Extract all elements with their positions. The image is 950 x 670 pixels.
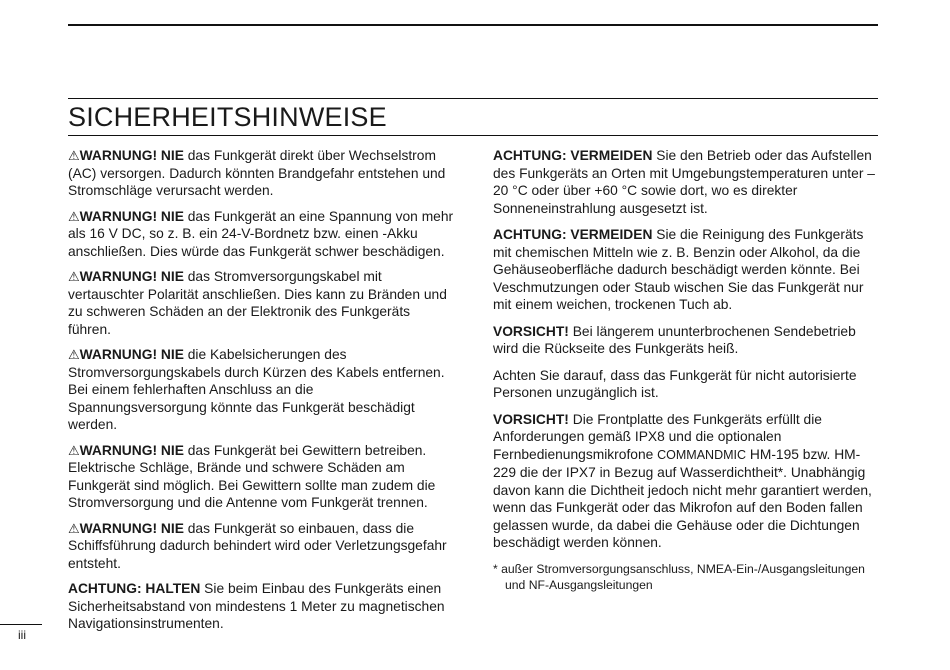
warning-text: das Funkgerät bei Gewittern betreiben. Elektrische Schläge, Brände und schwere Schäden am Funkgerät sind möglich. Bei Gewittern sollte man zudem die Stromversorgung und die Antenne vom Funkgerät trennen. (68, 442, 436, 510)
warning-triangle-icon: ⚠ (68, 347, 80, 362)
footnote: * außer Stromversorgungsanschluss, NMEA-Ein-/Ausgangsleitungen und NF-Ausgangsleitungen (493, 561, 865, 592)
brand-name: COMMANDMIC (657, 447, 747, 462)
warning-triangle-icon: ⚠ (68, 520, 80, 536)
page-title: SICHERHEITSHINWEISE (68, 102, 387, 132)
caution-label: VORSICHT! (493, 323, 569, 339)
warning-text: das Stromversorgungskabel mit vertauschter Polarität anschließen. Dies kann zu Bränden und zu schweren Schäden an der Elektronik des Funkgeräts führen. (68, 269, 447, 337)
caution-paragraph (493, 323, 881, 358)
warning-label: WARNUNG! NIE (79, 148, 184, 163)
warning-triangle-icon: ⚠ (68, 148, 80, 163)
warning-label: WARNUNG! NIE (79, 269, 184, 284)
warning-triangle-icon: ⚠ (68, 269, 80, 284)
caution-paragraph (493, 147, 881, 217)
caution-text: HM-195 bzw. HM-229 die der IPX7 in Bezug auf Wasserdichtheit*. Unabhängig davon kann die Dichtheit jedoch nicht mehr garantiert werden, wenn das Funkgerät oder das Mikrofon auf den Boden fallen gelassen wurde, da dabei die Gehäuse oder die Dichtungen beschädigt werden können. (493, 446, 872, 550)
caution-paragraph (493, 226, 881, 314)
caution-text: Die Frontplatte des Funkgeräts erfüllt die Anforderungen gemäß IPX8 und die optionalen Fernbedienungsmikrofone (493, 411, 822, 462)
warning-paragraph (68, 147, 456, 200)
warning-text: die Kabelsicherungen des Stromversorgungskabels durch Kürzen des Kabels entfernen. Bei einem fehlerhaften Anschluss an die Spannungsversorgung könnte das Funkgerät beschädigt werden. (68, 347, 445, 432)
warning-paragraph (68, 520, 456, 573)
warning-text: das Funkgerät direkt über Wechselstrom (AC) versorgen. Dadurch könnten Brandgefahr entstehen und Stromschläge verursacht werden. (68, 148, 446, 198)
caution-text: Sie den Betrieb oder das Aufstellen des Funkgeräts an Orten mit Umgebungstemperaturen unter –20 °C oder über +60 °C sowie dort, wo es direkter Sonneneinstrahlung ausgesetzt ist. (493, 148, 875, 216)
warning-paragraph (68, 346, 456, 434)
right-column (493, 147, 881, 606)
caution-label: ACHTUNG: HALTEN (68, 581, 201, 596)
left-column (68, 147, 456, 641)
warning-triangle-icon: ⚠ (68, 442, 80, 458)
caution-text: Sie die Reinigung des Funkgeräts mit chemischen Mitteln wie z. B. Benzin oder Alkohol, da die Gehäuseoberfläche dadurch beschädigt werden könnte. Bei Veschmutzungen oder Staub wischen Sie das Funkgerät nur mit einem weichen, trockenen Tuch ab. (493, 227, 864, 312)
page-number-rule (0, 624, 42, 625)
warning-label: WARNUNG! NIE (79, 208, 184, 224)
warning-paragraph (68, 442, 456, 512)
caution-text: Sie beim Einbau des Funkgeräts einen Sicherheitsabstand von mindestens 1 Meter zu magnetischen Navigationsinstrumenten. (68, 581, 445, 631)
caution-label: VORSICHT! (493, 411, 569, 427)
warning-triangle-icon: ⚠ (68, 208, 80, 224)
warning-paragraph (68, 268, 456, 338)
caution-text: Bei längerem ununterbrochenen Sendebetrieb wird die Rückseite des Funkgeräts heiß. (493, 323, 856, 356)
warning-label: WARNUNG! NIE (79, 442, 184, 458)
caution-label: ACHTUNG: VERMEIDEN (493, 148, 653, 163)
page-number: iii (18, 628, 26, 642)
caution-paragraph (68, 580, 456, 633)
warning-label: WARNUNG! NIE (79, 347, 184, 362)
top-rule (68, 24, 878, 26)
note-paragraph (493, 367, 881, 402)
caution-label: ACHTUNG: VERMEIDEN (493, 227, 653, 242)
warning-text: das Funkgerät so einbauen, dass die Schiffsführung dadurch behindert wird oder Verletzungsgefahr entsteht. (68, 520, 447, 571)
warning-text: das Funkgerät an eine Spannung von mehr als 16 V DC, so z. B. ein 24-V-Bordnetz bzw. einen -Akku anschließen. Dies würde das Funkgerät schwer beschädigen. (68, 208, 454, 259)
note-text: Achten Sie darauf, dass das Funkgerät für nicht autorisierte Personen unzugänglich ist. (493, 367, 857, 400)
section-title-bar (68, 98, 878, 136)
warning-paragraph (68, 208, 456, 261)
caution-paragraph (493, 411, 881, 552)
warning-label: WARNUNG! NIE (79, 520, 184, 536)
